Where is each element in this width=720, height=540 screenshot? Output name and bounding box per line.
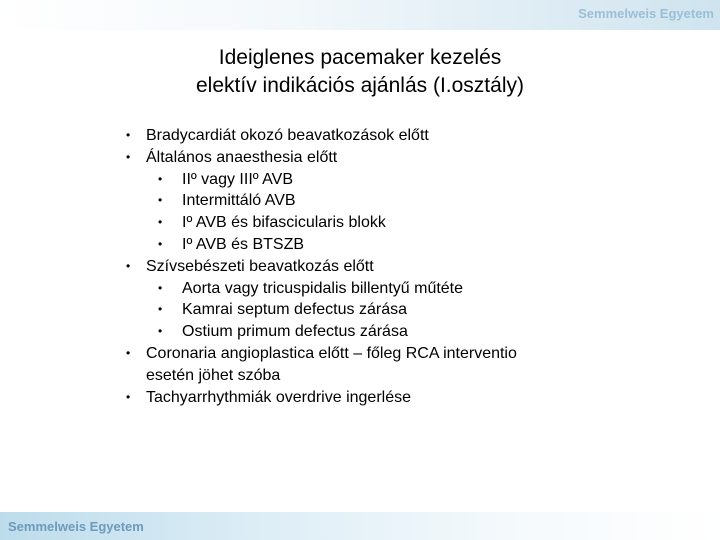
bullet-icon: • <box>158 171 163 186</box>
bullet-icon: • <box>158 215 163 230</box>
sub-list-item <box>120 321 600 343</box>
title-line-1: Ideiglenes pacemaker kezelés <box>218 46 502 69</box>
list-item <box>120 256 600 278</box>
bullet-icon: • <box>126 389 131 404</box>
list-item-text: Szívsebészeti beavatkozás előtt <box>146 257 374 275</box>
sub-list-item <box>120 234 600 256</box>
list-item-text: esetén jöhet szóba <box>146 366 281 384</box>
bullet-icon: • <box>158 302 163 317</box>
list-item-text: Általános anaesthesia előtt <box>146 148 338 166</box>
sub-list-item <box>120 299 600 321</box>
bullet-icon: • <box>126 149 131 164</box>
list-item-text: Iº AVB és BTSZB <box>182 235 305 253</box>
list-item-text: Coronaria angioplastica előtt – főleg RCA interventio <box>146 344 517 362</box>
list-item <box>120 343 600 365</box>
sub-list-item <box>120 169 600 191</box>
list-item-text: Aorta vagy tricuspidalis billentyű műtéte <box>182 279 464 297</box>
bullet-icon: • <box>126 345 131 360</box>
bullet-icon: • <box>158 280 163 295</box>
bullet-list <box>120 125 600 408</box>
bullet-icon: • <box>126 258 131 273</box>
bullet-icon: • <box>158 324 163 339</box>
list-item <box>120 147 600 169</box>
list-item-text: Tachyarrhythmiák overdrive ingerlése <box>146 388 411 406</box>
slide-title <box>100 44 620 100</box>
list-item-continuation <box>120 365 600 387</box>
list-item-text: IIº vagy IIIº AVB <box>182 170 293 188</box>
sub-list-item <box>120 278 600 300</box>
bullet-icon: • <box>126 128 131 142</box>
list-item-text: Intermittáló AVB <box>182 192 296 210</box>
bullet-icon: • <box>158 193 163 208</box>
header-brand: Semmelweis Egyetem <box>578 6 714 21</box>
sub-list-item <box>120 190 600 212</box>
list-item-text: Iº AVB és bifascicularis blokk <box>182 214 386 232</box>
list-item-text: Ostium primum defectus zárása <box>182 323 408 341</box>
title-line-2: elektív indikációs ajánlás (I.osztály) <box>196 74 524 97</box>
bullet-icon: • <box>158 236 163 251</box>
sub-list-item <box>120 212 600 234</box>
list-item <box>120 387 600 409</box>
list-item <box>120 125 600 147</box>
footer-brand: Semmelweis Egyetem <box>8 519 144 534</box>
list-item-text: Kamrai septum defectus zárása <box>182 301 407 319</box>
list-item-text: Bradycardiát okozó beavatkozások előtt <box>146 127 429 144</box>
